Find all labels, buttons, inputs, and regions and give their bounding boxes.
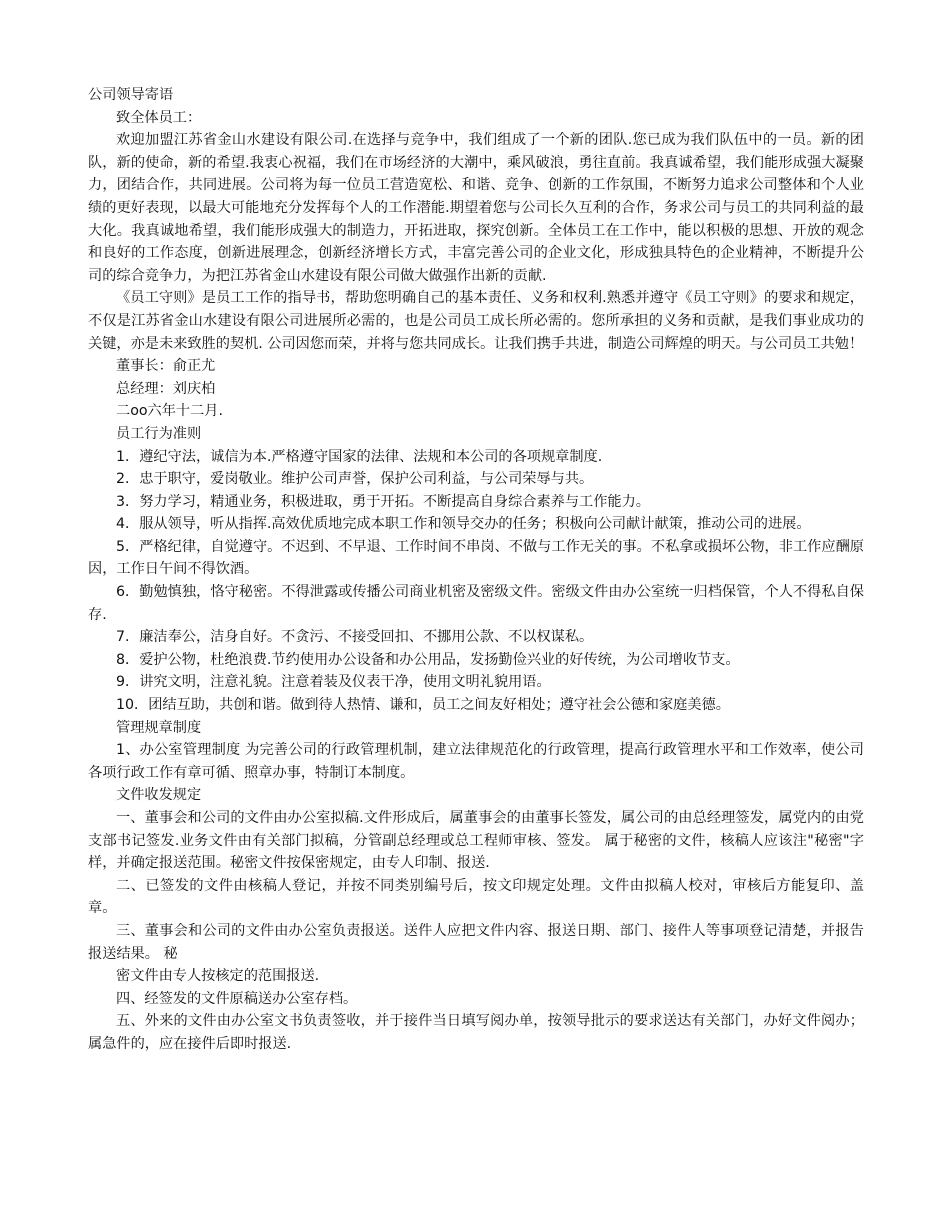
list-item: 7．廉洁奉公，洁身自好。不贪污、不接受回扣、不挪用公款、不以权谋私。 <box>116 629 594 646</box>
list-item: 8．爱护公物，杜绝浪费.节约使用办公设备和办公用品，发扬勤俭兴业的好传统，为公司增收节支。 <box>116 651 740 668</box>
doc-salutation: 致全体员工： <box>116 109 202 126</box>
list-item: 3．努力学习，精通业务，积极进取，勇于开拓。不断提高自身综合素养与工作能力。 <box>116 493 650 510</box>
section-heading: 管理规章制度 <box>116 719 202 736</box>
document-body <box>88 84 864 1056</box>
list-item: 二、已签发的文件由核稿人登记，并按不同类别编号后，按文印规定处理。文件由拟稿人校对，审核后方能复印、盖章。 <box>88 877 864 917</box>
section-heading: 文件收发规定 <box>116 787 202 804</box>
list-item: 9．讲究文明，注意礼貌。注意着装及仪表干净，使用文明礼貌用语。 <box>116 674 551 691</box>
list-item: 6．勤勉慎独，恪守秘密。不得泄露或传播公司商业机密及密级文件。密级文件由办公室统一归档保管，个人不得私自保存. <box>88 584 864 623</box>
list-item: 五、外来的文件由办公室文书负责签收，并于接件当日填写阅办单，按领导批示的要求送达有关部门，办好文件阅办；属急件的，应在接件后即时报送. <box>88 1013 864 1052</box>
doc-paragraph: 《员工守则》是员工工作的指导书，帮助您明确自己的基本责任、义务和权利.熟悉并遵守《员工守则》的要求和规定，不仅是江苏省金山水建设有限公司进展所必需的，也是公司员工成长所必需的。您所承担的义务和贡献，是我们事业成功的关键，亦是未来致胜的契机. 公司因您而荣，并将与您共同成长。让我们携手共进，制造公司辉煌的明天。与公司员工共勉！ <box>88 290 864 352</box>
list-item: 四、经签发的文件原稿送办公室存档。 <box>116 990 358 1007</box>
list-item: 2．忠于职守，爱岗敬业。维护公司声誉，保护公司利益，与公司荣辱与共。 <box>116 471 594 488</box>
doc-paragraph: 1、办公室管理制度 为完善公司的行政管理机制，建立法律规范化的行政管理，提高行政管理水平和工作效率，使公司各项行政工作有章可循、照章办事，特制订本制度。 <box>88 742 864 781</box>
list-item: 1．遵纪守法，诚信为本.严格遵守国家的法律、法规和本公司的各项规章制度. <box>116 448 603 465</box>
doc-heading: 公司领导寄语 <box>88 87 174 103</box>
list-item-continuation: 密文件由专人按核定的范围报送. <box>116 968 320 985</box>
list-item: 5．严格纪律，自觉遵守。不迟到、不早退、工作时间不串岗、不做与工作无关的事。不私拿或损坏公物，非工作应酬原因，工作日午间不得饮酒。 <box>88 538 864 578</box>
signature-chairman: 董事长：俞正尤 <box>116 358 216 375</box>
list-item: 一、董事会和公司的文件由办公室拟稿.文件形成后，属董事会的由董事长签发，属公司的由总经理签发，属党内的由党支部书记签发.业务文件由有关部门拟稿，分管副总经理或总工程师审核、签发。 属于秘密的文件，核稿人应该注"秘密"字样，并确定报送范围。秘密文件按保密规定，由专人印制、报送. <box>88 810 864 872</box>
list-item: 10．团结互助，共创和谐。做到待人热情、谦和，员工之间友好相处；遵守社会公德和家庭美德。 <box>116 697 730 714</box>
list-item: 4．服从领导，听从指挥.高效优质地完成本职工作和领导交办的任务；积极向公司献计献策，推动公司的进展。 <box>116 516 811 533</box>
list-item: 三、董事会和公司的文件由办公室负责报送。送件人应把文件内容、报送日期、部门、接件人等事项登记清楚，并报告报送结果。 秘 <box>88 922 864 962</box>
doc-date: 二oo六年十二月. <box>116 403 223 420</box>
section-heading: 员工行为准则 <box>116 425 202 442</box>
doc-paragraph: 欢迎加盟江苏省金山水建设有限公司.在选择与竞争中，我们组成了一个新的团队.您已成为我们队伍中的一员。新的团队，新的使命，新的希望.我衷心祝福，我们在市场经济的大潮中，乘风破浪，勇往直前。我真诚希望，我们能形成强大凝聚力，团结合作，共同进展。公司将为每一位员工营造宽松、和谐、竞争、创新的工作氛围，不断努力追求公司整体和个人业绩的更好表现，以最大可能地充分发挥每个人的工作潜能.期望着您与公司长久互利的合作，务求公司与员工的共同利益的最大化。我真诚地希望，我们能形成强大的制造力，开拓进取，探究创新。全体员工在工作中，能以积极的思想、开放的观念和良好的工作态度，创新进展理念，创新经济增长方式，丰富完善公司的企业文化，形成独具特色的企业精神，不断提升公司的综合竞争力，为把江苏省金山水建设有限公司做大做强作出新的贡献. <box>88 132 864 284</box>
signature-general-manager: 总经理：刘庆柏 <box>116 380 216 397</box>
